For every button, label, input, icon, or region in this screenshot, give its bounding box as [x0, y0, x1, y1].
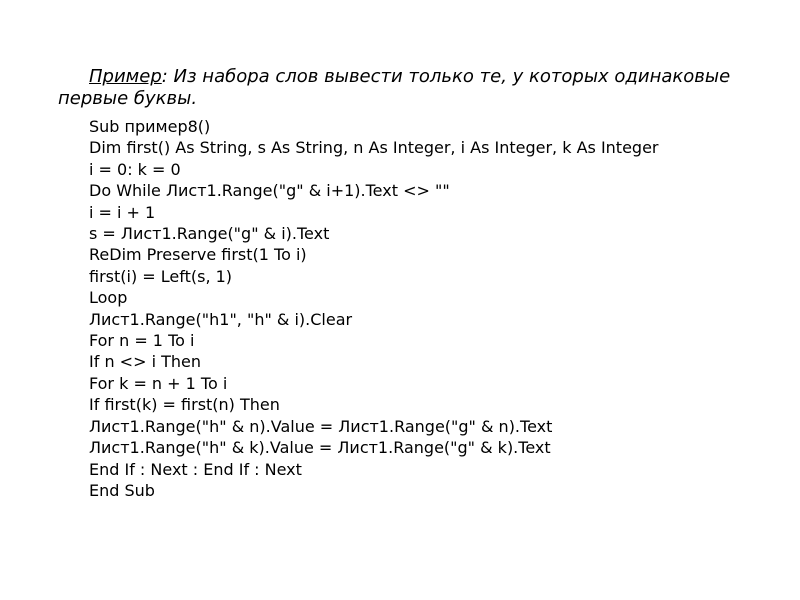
code-line: first(i) = Left(s, 1): [89, 266, 233, 286]
code-line: For n = 1 To i: [89, 331, 195, 351]
code-line: Лист1.Range("h1", "h" & i).Clear: [89, 309, 353, 329]
code-line: If n <> i Then: [89, 352, 201, 372]
code-line: End If : Next : End If : Next: [89, 459, 302, 479]
code-line: Dim first() As String, s As String, n As Integer, i As Integer, k As Integer: [89, 138, 659, 158]
heading-text: : Из набора слов вывести только те, у которых одинаковые первые буквы.: [58, 66, 731, 109]
code-line: Лист1.Range("h" & k).Value = Лист1.Range("g" & k).Text: [89, 438, 551, 458]
code-line: Лист1.Range("h" & n).Value = Лист1.Range("g" & n).Text: [89, 416, 553, 436]
code-block: [58, 116, 758, 501]
slide-heading: [58, 66, 758, 110]
code-line: Sub пример8(): [89, 117, 211, 136]
code-line: End Sub: [89, 480, 155, 500]
heading-prefix: Пример: [89, 66, 162, 87]
code-line: For k = n + 1 To i: [89, 373, 228, 393]
code-line: Do While Лист1.Range("g" & i+1).Text <> "": [89, 181, 450, 201]
code-line: If first(k) = first(n) Then: [89, 395, 280, 415]
code-line: ReDim Preserve first(1 To i): [89, 245, 307, 265]
code-line: s = Лист1.Range("g" & i).Text: [89, 224, 330, 244]
code-line: Loop: [89, 288, 128, 308]
code-line: i = 0: k = 0: [89, 159, 181, 179]
code-line: i = i + 1: [89, 202, 156, 222]
